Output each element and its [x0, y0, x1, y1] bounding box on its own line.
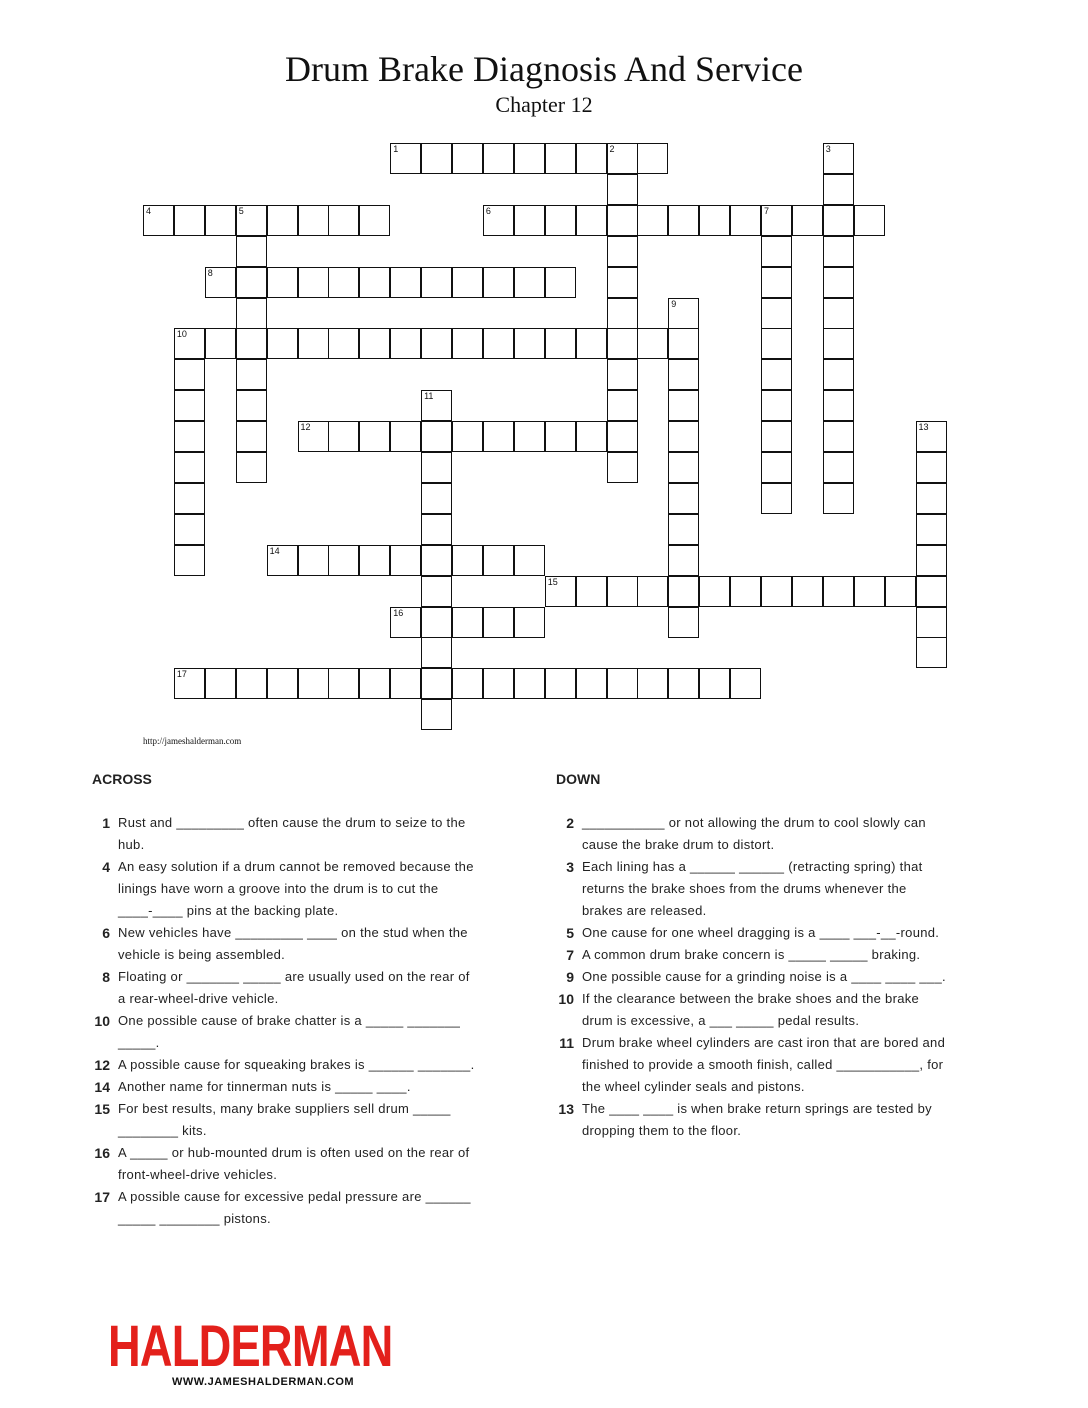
crossword-cell[interactable] — [607, 576, 638, 607]
down-clue — [548, 856, 948, 922]
crossword-cell[interactable] — [576, 328, 607, 359]
crossword-cell[interactable] — [174, 421, 205, 452]
crossword-cell[interactable] — [390, 668, 421, 699]
page-title: Drum Brake Diagnosis And Service — [285, 49, 803, 89]
crossword-cell[interactable] — [823, 174, 854, 205]
crossword-cell[interactable] — [359, 328, 390, 359]
crossword-cell[interactable] — [514, 328, 545, 359]
crossword-cell[interactable] — [143, 205, 174, 236]
cell-number: 1 — [393, 144, 399, 154]
down-clue-text: ___________ or not allowing the drum to cool slowly can cause the brake drum to distort. — [582, 815, 926, 852]
crossword-cell[interactable] — [205, 328, 236, 359]
cell-number: 3 — [825, 144, 831, 154]
crossword-cell[interactable] — [668, 298, 699, 329]
down-heading: DOWN — [556, 771, 601, 787]
crossword-cell[interactable] — [267, 205, 298, 236]
crossword-cell[interactable] — [174, 514, 205, 545]
crossword-cell[interactable] — [514, 607, 545, 638]
crossword-cell[interactable] — [174, 452, 205, 483]
cell-number: 5 — [238, 205, 244, 216]
across-clue-number: 12 — [94, 1057, 110, 1073]
cell-number: 7 — [764, 205, 770, 216]
crossword-cell[interactable] — [236, 267, 267, 298]
crossword-cell[interactable] — [236, 452, 267, 483]
crossword-cell[interactable] — [761, 205, 792, 236]
crossword-cell[interactable] — [328, 205, 359, 236]
page-subtitle: Chapter 12 — [495, 92, 593, 117]
crossword-cell[interactable] — [823, 452, 854, 483]
crossword-cell[interactable] — [514, 668, 545, 699]
crossword-cell[interactable] — [514, 205, 545, 236]
crossword-cell[interactable] — [267, 668, 298, 699]
across-clue-text: Rust and _________ often cause the drum to seize to the hub. — [118, 815, 466, 852]
down-clue-number: 5 — [566, 925, 574, 941]
crossword-cell[interactable] — [761, 298, 792, 329]
crossword-cell[interactable] — [359, 267, 390, 298]
down-clue-number: 11 — [559, 1035, 574, 1051]
across-clue — [84, 1054, 476, 1076]
crossword-cell[interactable] — [699, 576, 730, 607]
across-clue-number: 10 — [94, 1013, 110, 1029]
across-clue-number: 14 — [94, 1079, 110, 1095]
crossword-cell[interactable] — [452, 607, 483, 638]
crossword-cell[interactable] — [916, 421, 947, 452]
crossword-cell[interactable] — [452, 421, 483, 452]
crossword-cell[interactable] — [174, 483, 205, 514]
across-clue-text: Another name for tinnerman nuts is _____ ____. — [118, 1079, 411, 1094]
across-clue-number: 4 — [102, 859, 110, 875]
crossword-cell[interactable] — [483, 668, 514, 699]
across-clue-number: 6 — [102, 925, 110, 941]
crossword-cell[interactable] — [298, 668, 329, 699]
cell-number: 17 — [176, 669, 187, 680]
cell-number: 12 — [300, 422, 311, 433]
crossword-cell[interactable] — [174, 668, 205, 699]
across-clue-text: New vehicles have _________ ____ on the stud when the vehicle is being assembled. — [118, 925, 468, 962]
crossword-cell[interactable] — [421, 267, 452, 298]
crossword-cell[interactable] — [452, 668, 483, 699]
crossword-cell[interactable] — [885, 576, 916, 607]
crossword-cell[interactable] — [390, 328, 421, 359]
crossword-cell[interactable] — [390, 143, 421, 174]
crossword-cell[interactable] — [298, 328, 329, 359]
across-clue — [84, 812, 476, 856]
down-clue-text: Drum brake wheel cylinders are cast iron that are bored and finished to provide a smooth finish, called ___________, for the wheel cylinder seals and pistons. — [582, 1035, 946, 1094]
across-clue-text: A possible cause for excessive pedal pressure are ______ _____ ________ pistons. — [118, 1189, 471, 1226]
crossword-cell[interactable] — [328, 668, 359, 699]
crossword-cell[interactable] — [205, 205, 236, 236]
crossword-cell[interactable] — [545, 328, 576, 359]
crossword-cell[interactable] — [576, 205, 607, 236]
crossword-cell[interactable] — [298, 421, 329, 452]
crossword-cell[interactable] — [761, 359, 792, 390]
crossword-cell[interactable] — [699, 668, 730, 699]
crossword-cell[interactable] — [421, 699, 452, 730]
down-clue — [548, 988, 948, 1032]
crossword-cell[interactable] — [576, 421, 607, 452]
crossword-cell[interactable] — [916, 607, 947, 638]
down-clue — [548, 966, 948, 988]
crossword-cell[interactable] — [483, 143, 514, 174]
cell-number: 10 — [176, 329, 187, 340]
cell-number: 11 — [424, 391, 434, 402]
crossword-cell[interactable] — [761, 236, 792, 267]
crossword-cell[interactable] — [328, 267, 359, 298]
cell-number: 8 — [207, 267, 213, 278]
across-clue-number: 8 — [102, 969, 110, 985]
crossword-cell[interactable] — [916, 483, 947, 514]
crossword-cell[interactable] — [328, 545, 359, 576]
crossword-cell[interactable] — [483, 545, 514, 576]
crossword-cell[interactable] — [514, 267, 545, 298]
crossword-cell[interactable] — [668, 452, 699, 483]
crossword-cell[interactable] — [699, 205, 730, 236]
crossword-cell[interactable] — [607, 328, 638, 359]
cell-number: 4 — [146, 205, 152, 216]
crossword-cell[interactable] — [267, 267, 298, 298]
crossword-cell[interactable] — [205, 267, 236, 298]
crossword-cell[interactable] — [421, 452, 452, 483]
across-clue-text: Floating or _______ _____ are usually used on the rear of a rear-wheel-drive vehicle. — [118, 969, 470, 1006]
crossword-cell[interactable] — [761, 483, 792, 514]
crossword-cell[interactable] — [390, 607, 421, 638]
crossword-cell[interactable] — [545, 421, 576, 452]
down-clue-number: 2 — [566, 815, 574, 831]
crossword-cell[interactable] — [823, 328, 854, 359]
crossword-cell[interactable] — [823, 359, 854, 390]
crossword-cell[interactable] — [267, 545, 298, 576]
crossword-cell[interactable] — [576, 668, 607, 699]
crossword-cell[interactable] — [514, 421, 545, 452]
crossword-cell[interactable] — [823, 576, 854, 607]
crossword-cell[interactable] — [359, 421, 390, 452]
down-clue-list — [548, 812, 948, 1142]
cell-number: 14 — [269, 545, 280, 556]
down-clue-number: 3 — [566, 859, 574, 875]
crossword-cell[interactable] — [174, 390, 205, 421]
cell-number: 6 — [485, 205, 491, 216]
crossword-cell[interactable] — [607, 390, 638, 421]
across-clue-number: 16 — [94, 1145, 110, 1161]
crossword-cell[interactable] — [916, 452, 947, 483]
crossword-cell[interactable] — [637, 328, 668, 359]
crossword-cell[interactable] — [174, 545, 205, 576]
cell-number: 2 — [609, 144, 615, 154]
down-clue-number: 10 — [558, 991, 574, 1007]
crossword-cell[interactable] — [637, 576, 668, 607]
down-clue-text: The ____ ____ is when brake return springs are tested by dropping them to the floor. — [582, 1101, 932, 1138]
crossword-cell[interactable] — [637, 668, 668, 699]
crossword-cell[interactable] — [298, 267, 329, 298]
crossword-cell[interactable] — [452, 267, 483, 298]
crossword-cell[interactable] — [236, 390, 267, 421]
crossword-cell[interactable] — [545, 576, 576, 607]
crossword-cell[interactable] — [854, 576, 885, 607]
across-clue-text: For best results, many brake suppliers sell drum _____ ________ kits. — [118, 1101, 451, 1138]
crossword-cell[interactable] — [576, 576, 607, 607]
across-clue — [84, 1142, 476, 1186]
across-heading: ACROSS — [92, 771, 152, 787]
crossword-cell[interactable] — [607, 236, 638, 267]
crossword-cell[interactable] — [236, 328, 267, 359]
crossword-cell[interactable] — [668, 514, 699, 545]
crossword-cell[interactable] — [823, 483, 854, 514]
crossword-cell[interactable] — [823, 205, 854, 236]
across-clue-number: 1 — [102, 815, 110, 831]
crossword-cell[interactable] — [668, 576, 699, 607]
crossword-cell[interactable] — [421, 390, 452, 421]
across-clue — [84, 1076, 476, 1098]
crossword-cell[interactable] — [421, 607, 452, 638]
crossword-cell[interactable] — [916, 545, 947, 576]
crossword-cell[interactable] — [236, 421, 267, 452]
logo-url: WWW.JAMESHALDERMAN.COM — [172, 1376, 355, 1388]
crossword-cell[interactable] — [545, 205, 576, 236]
crossword-cell[interactable] — [607, 452, 638, 483]
crossword-cell[interactable] — [236, 298, 267, 329]
crossword-cell[interactable] — [823, 143, 854, 174]
crossword-cell[interactable] — [298, 205, 329, 236]
crossword-cell[interactable] — [174, 328, 205, 359]
crossword-cell[interactable] — [236, 236, 267, 267]
crossword-cell[interactable] — [514, 143, 545, 174]
crossword-cell[interactable] — [421, 328, 452, 359]
down-clue — [548, 944, 948, 966]
crossword-cell[interactable] — [668, 483, 699, 514]
crossword-cell[interactable] — [668, 390, 699, 421]
crossword-cell[interactable] — [668, 668, 699, 699]
crossword-cell[interactable] — [452, 545, 483, 576]
crossword-cell[interactable] — [668, 359, 699, 390]
crossword-cell[interactable] — [359, 205, 390, 236]
across-clue-list — [84, 812, 476, 1230]
down-clue-number: 13 — [558, 1101, 574, 1117]
crossword-cell[interactable] — [761, 452, 792, 483]
crossword-cell[interactable] — [236, 359, 267, 390]
crossword-cell[interactable] — [421, 576, 452, 607]
across-clue — [84, 1098, 476, 1142]
crossword-cell[interactable] — [421, 668, 452, 699]
crossword-cell[interactable] — [607, 421, 638, 452]
across-clue — [84, 856, 476, 922]
crossword-cell[interactable] — [421, 545, 452, 576]
down-clue — [548, 812, 948, 856]
crossword-cell[interactable] — [730, 668, 761, 699]
crossword-cell[interactable] — [607, 174, 638, 205]
across-clue-number: 15 — [94, 1101, 110, 1117]
crossword-cell[interactable] — [174, 359, 205, 390]
down-clue-text: A common drum brake concern is _____ _____ braking. — [582, 947, 921, 962]
halderman-logo — [108, 1314, 393, 1379]
crossword-cell[interactable] — [576, 143, 607, 174]
down-clue-text: Each lining has a ______ ______ (retracting spring) that returns the brake shoes from the drums whenever the brakes are released. — [582, 859, 923, 918]
down-clue-text: One possible cause for a grinding noise is a ____ ____ ___. — [582, 969, 946, 984]
down-clue-number: 9 — [566, 969, 574, 985]
crossword-cell[interactable] — [421, 143, 452, 174]
crossword-cell[interactable] — [761, 390, 792, 421]
crossword-cell[interactable] — [390, 267, 421, 298]
crossword-cell[interactable] — [298, 545, 329, 576]
cell-number: 9 — [671, 298, 677, 309]
crossword-cell[interactable] — [854, 205, 885, 236]
crossword-cell[interactable] — [483, 205, 514, 236]
crossword-cell[interactable] — [236, 668, 267, 699]
cell-number: 16 — [393, 607, 404, 618]
crossword-cell[interactable] — [761, 576, 792, 607]
across-clue — [84, 1186, 476, 1230]
crossword-cell[interactable] — [267, 328, 298, 359]
across-clue-text: One possible cause of brake chatter is a _____ _______ _____. — [118, 1013, 461, 1050]
crossword-cell[interactable] — [637, 205, 668, 236]
down-clue-number: 7 — [566, 947, 574, 963]
crossword-cell[interactable] — [359, 545, 390, 576]
crossword-cell[interactable] — [483, 328, 514, 359]
crossword-cell[interactable] — [421, 483, 452, 514]
across-clue-number: 17 — [94, 1189, 110, 1205]
crossword-cell[interactable] — [668, 607, 699, 638]
crossword-cell[interactable] — [236, 205, 267, 236]
source-url: http://jameshalderman.com — [143, 736, 242, 746]
crossword-cell[interactable] — [668, 328, 699, 359]
crossword-cell[interactable] — [761, 421, 792, 452]
cell-number: 15 — [547, 576, 558, 587]
down-clue-text: If the clearance between the brake shoes and the brake drum is excessive, a ___ _____ pedal results. — [582, 991, 920, 1028]
crossword-cell[interactable] — [359, 668, 390, 699]
crossword-cell[interactable] — [607, 267, 638, 298]
crossword-cell[interactable] — [823, 421, 854, 452]
crossword-cell[interactable] — [668, 545, 699, 576]
crossword-cell[interactable] — [452, 328, 483, 359]
down-clue — [548, 1098, 948, 1142]
cell-number: 13 — [918, 422, 929, 433]
crossword-cell[interactable] — [916, 637, 947, 668]
crossword-cell[interactable] — [545, 267, 576, 298]
across-clue-text: A _____ or hub-mounted drum is often used on the rear of front-wheel-drive vehicles. — [118, 1145, 470, 1182]
crossword-cell[interactable] — [174, 205, 205, 236]
across-clue-text: An easy solution if a drum cannot be removed because the linings have worn a groove into the drum is to cut the ____-____ pins at the backing plate. — [118, 859, 474, 918]
crossword-cell[interactable] — [421, 421, 452, 452]
crossword-cell[interactable] — [668, 421, 699, 452]
crossword-cell[interactable] — [607, 298, 638, 329]
crossword-cell[interactable] — [545, 668, 576, 699]
crossword-cell[interactable] — [637, 143, 668, 174]
crossword-cell[interactable] — [390, 545, 421, 576]
crossword-cell[interactable] — [823, 298, 854, 329]
crossword-cell[interactable] — [916, 576, 947, 607]
crossword-cell[interactable] — [607, 668, 638, 699]
crossword-cell[interactable] — [761, 328, 792, 359]
crossword-cell[interactable] — [607, 205, 638, 236]
crossword-cell[interactable] — [730, 576, 761, 607]
crossword-cell[interactable] — [328, 328, 359, 359]
crossword-cell[interactable] — [792, 576, 823, 607]
crossword-cell[interactable] — [730, 205, 761, 236]
crossword-cell[interactable] — [607, 143, 638, 174]
across-clue — [84, 922, 476, 966]
across-clue-text: A possible cause for squeaking brakes is ______ _______. — [118, 1057, 475, 1072]
down-clue — [548, 1032, 948, 1098]
crossword-cell[interactable] — [205, 668, 236, 699]
crossword-cell[interactable] — [607, 359, 638, 390]
crossword-cell[interactable] — [823, 390, 854, 421]
crossword-cell[interactable] — [483, 421, 514, 452]
crossword-cell[interactable] — [483, 607, 514, 638]
crossword-cell[interactable] — [792, 205, 823, 236]
across-clue — [84, 966, 476, 1010]
crossword-cell[interactable] — [545, 143, 576, 174]
crossword-cell[interactable] — [421, 514, 452, 545]
logo-wordmark: HALDERMAN — [108, 1314, 393, 1379]
crossword-cell[interactable] — [823, 236, 854, 267]
crossword-cell[interactable] — [668, 205, 699, 236]
crossword-cell[interactable] — [328, 421, 359, 452]
crossword-cell[interactable] — [761, 267, 792, 298]
crossword-cell[interactable] — [421, 637, 452, 668]
crossword-cell[interactable] — [483, 267, 514, 298]
crossword-cell[interactable] — [514, 545, 545, 576]
crossword-cell[interactable] — [452, 143, 483, 174]
crossword-cell[interactable] — [823, 267, 854, 298]
crossword-cell[interactable] — [916, 514, 947, 545]
crossword-cell[interactable] — [390, 421, 421, 452]
down-clue — [548, 922, 948, 944]
across-clue — [84, 1010, 476, 1054]
down-clue-text: One cause for one wheel dragging is a ____ ___-__-round. — [582, 925, 940, 940]
